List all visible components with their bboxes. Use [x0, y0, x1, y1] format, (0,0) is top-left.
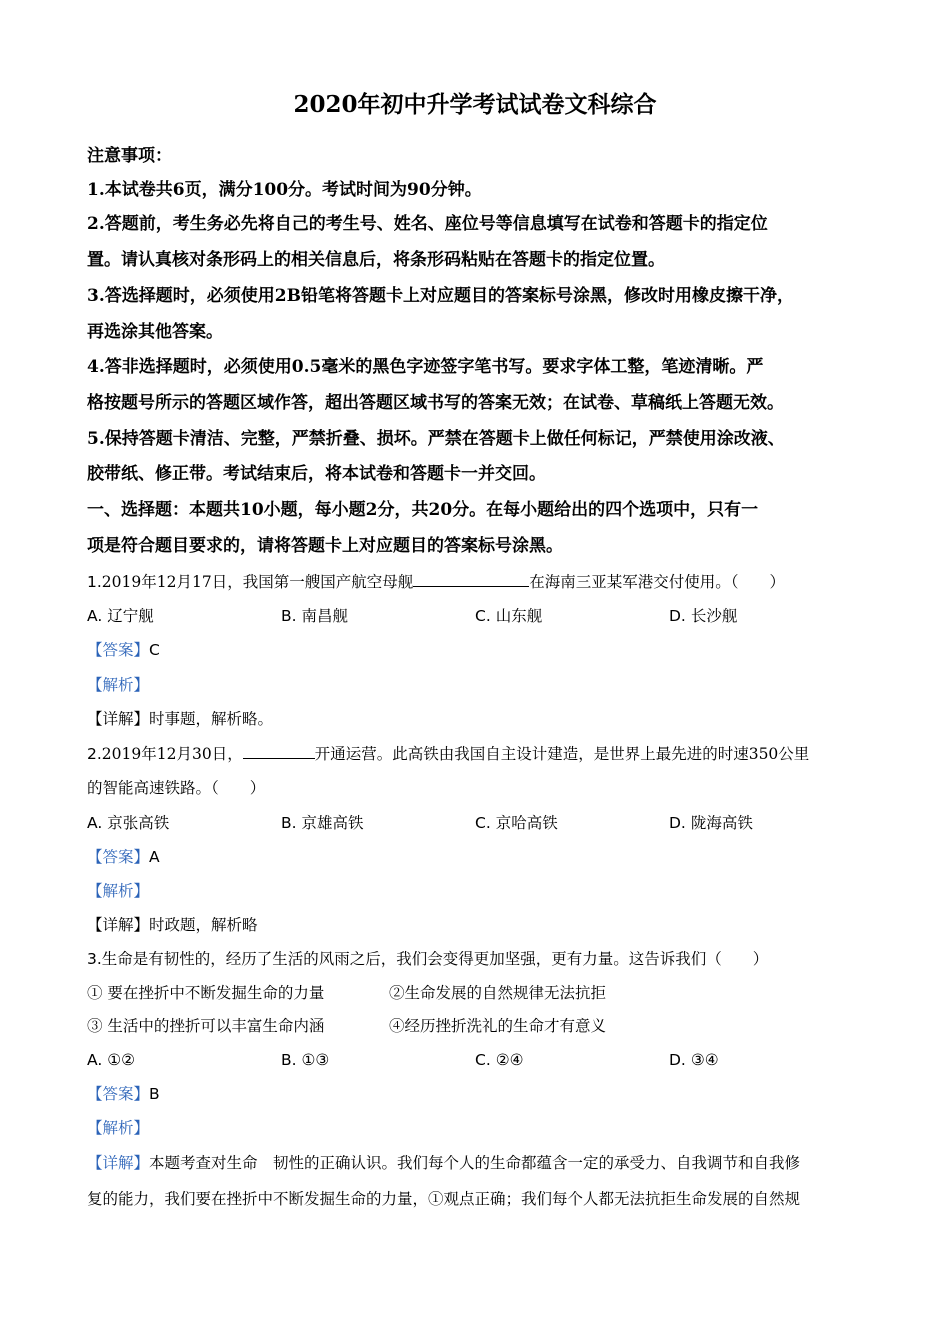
- detail-row: 【详解】时政题，解析略: [87, 916, 258, 934]
- option-d: D. 陇海高铁: [669, 814, 753, 832]
- option-b: B. ①③: [281, 1051, 330, 1069]
- option-c: C. 京哈高铁: [475, 814, 558, 832]
- section-instructions: 项是符合题目要求的，请将答题卡上对应题目的答案标号涂黑。: [87, 536, 563, 556]
- detail-row: 【详解】时事题，解析略。: [87, 710, 274, 728]
- answer-row: [87, 638, 160, 662]
- notice-line: 4.答非选择题时，必须使用0.5毫米的黑色字迹签字笔书写。要求字体工整，笔迹清晰。严: [87, 357, 764, 377]
- option-a: A. 京张高铁: [87, 814, 170, 832]
- analysis-label: 【解析】: [87, 1119, 150, 1137]
- statement-1: ① 要在挫折中不断发掘生命的力量: [87, 984, 325, 1002]
- stem-text: 生命是有韧性的，经历了生活的风雨之后，我们会变得更加坚强，更有力量。这告诉我们（ ）: [101, 950, 769, 968]
- notice-line: 3.答选择题时，必须使用2B铅笔将答题卡上对应题目的答案标号涂黑，修改时用橡皮擦干净，: [87, 286, 794, 306]
- answer-value: A: [149, 848, 160, 866]
- notice-line: 胶带纸、修正带。考试结束后，将本试卷和答题卡一并交回。: [87, 464, 546, 484]
- option-d: D. 长沙舰: [669, 607, 738, 625]
- notice-line: 置。请认真核对条形码上的相关信息后，将条形码粘贴在答题卡的指定位置。: [87, 250, 665, 270]
- answer-value: B: [149, 1085, 160, 1103]
- question-number: 3.: [87, 950, 102, 968]
- option-a: A. ①②: [87, 1051, 135, 1069]
- option-b: B. 京雄高铁: [281, 814, 364, 832]
- option-b: B. 南昌舰: [281, 607, 349, 625]
- answer-blank: [243, 742, 315, 759]
- question-2-stem: [87, 742, 809, 766]
- stem-text: 2019年12月17日，我国第一艘国产航空母舰: [101, 573, 414, 591]
- answer-value: C: [149, 641, 160, 659]
- option-c: C. ②④: [475, 1051, 524, 1069]
- detail-row: 【详解】本题考查对生命 韧性的正确认识。我们每个人的生命都蕴含一定的承受力、自我调节和自我修: [87, 1154, 801, 1172]
- stem-text: 2019年12月30日，: [101, 745, 243, 763]
- answer-label: 【答案】: [87, 1085, 150, 1103]
- statement-2: ②生命发展的自然规律无法抗拒: [389, 984, 607, 1002]
- notice-heading: 注意事项：: [87, 146, 172, 166]
- notice-line: 2.答题前，考生务必先将自己的考生号、姓名、座位号等信息填写在试卷和答题卡的指定位: [87, 214, 768, 234]
- page-title: 2020年初中升学考试试卷文科综合: [293, 91, 657, 118]
- option-d: D. ③④: [669, 1051, 719, 1069]
- notice-line: 1.本试卷共6页，满分100分。考试时间为90分钟。: [87, 180, 482, 200]
- option-a: A. 辽宁舰: [87, 607, 154, 625]
- notice-line: 再选涂其他答案。: [87, 322, 223, 342]
- section-instructions: 一、选择题：本题共10小题，每小题2分，共20分。在每小题给出的四个选项中，只有一: [87, 500, 759, 520]
- question-number: 1.: [87, 573, 102, 591]
- answer-row: [87, 845, 160, 869]
- notice-line: 格按题号所示的答题区域作答，超出答题区域书写的答案无效；在试卷、草稿纸上答题无效。: [87, 393, 784, 413]
- question-number: 2.: [87, 745, 102, 763]
- answer-label: 【答案】: [87, 848, 150, 866]
- option-c: C. 山东舰: [475, 607, 543, 625]
- stem-text: 在海南三亚某军港交付使用。（ ）: [529, 573, 785, 591]
- question-3-stem: [87, 947, 768, 971]
- answer-row: [87, 1082, 160, 1106]
- answer-label: 【答案】: [87, 641, 150, 659]
- answer-blank: [413, 570, 529, 587]
- question-2-stem-cont: 的智能高速铁路。（ ）: [87, 779, 266, 797]
- statement-4: ④经历挫折洗礼的生命才有意义: [389, 1017, 607, 1035]
- analysis-label: 【解析】: [87, 882, 150, 900]
- stem-text: 开通运营。此高铁由我国自主设计建造，是世界上最先进的时速350公里: [314, 745, 810, 763]
- question-1-stem: [87, 570, 785, 594]
- notice-line: 5.保持答题卡清洁、完整，严禁折叠、损坏。严禁在答题卡上做任何标记，严禁使用涂改液、: [87, 429, 785, 449]
- analysis-label: 【解析】: [87, 676, 150, 694]
- statement-3: ③ 生活中的挫折可以丰富生命内涵: [87, 1017, 325, 1035]
- detail-row-cont: 复的能力，我们要在挫折中不断发掘生命的力量，①观点正确；我们每个人都无法抗拒生命发展的自然规: [87, 1190, 801, 1208]
